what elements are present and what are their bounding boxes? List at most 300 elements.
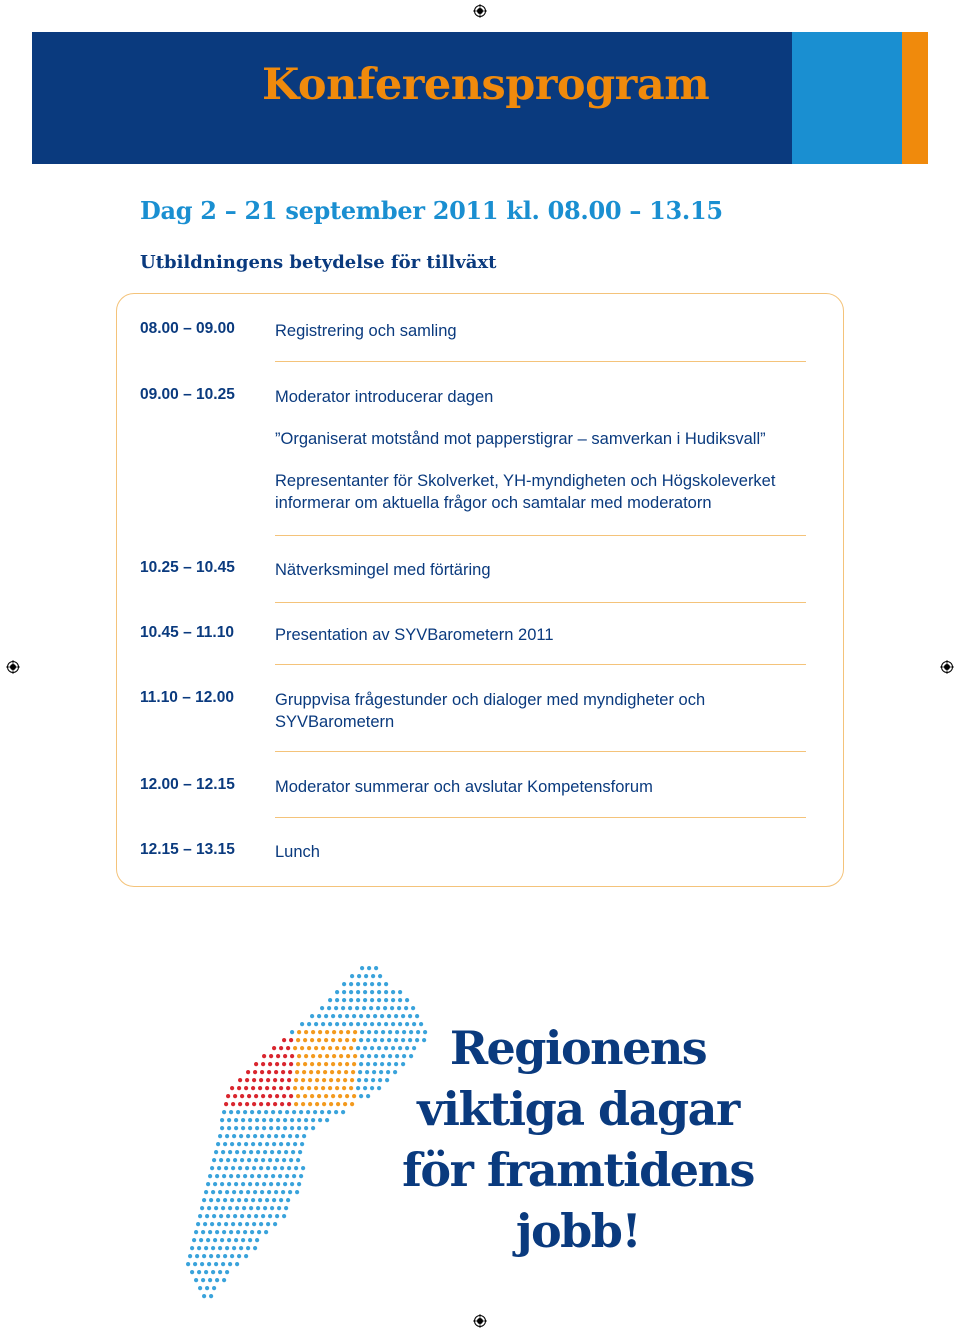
map-dot: [219, 1158, 223, 1162]
map-dot: [377, 990, 381, 994]
map-dot: [194, 1278, 198, 1282]
map-dot: [378, 974, 382, 978]
map-dot: [203, 1222, 207, 1226]
map-dot: [254, 1094, 258, 1098]
map-dot: [360, 1030, 364, 1034]
map-dot: [252, 1102, 256, 1106]
map-dot: [209, 1254, 213, 1258]
map-dot: [232, 1190, 236, 1194]
map-dot: [377, 998, 381, 1002]
map-dot: [295, 1070, 299, 1074]
map-dot: [331, 1094, 335, 1098]
map-dot: [250, 1174, 254, 1178]
map-dot: [239, 1246, 243, 1250]
map-dot: [196, 1222, 200, 1226]
map-dot: [273, 1222, 277, 1226]
map-dot: [235, 1150, 239, 1154]
map-dot: [281, 1070, 285, 1074]
map-dot: [345, 1062, 349, 1066]
map-dot: [391, 990, 395, 994]
map-dot: [322, 1078, 326, 1082]
map-dot: [257, 1174, 261, 1178]
slogan-line: jobb!: [515, 1204, 641, 1258]
map-dot: [352, 1062, 356, 1066]
map-dot: [281, 1134, 285, 1138]
map-dot: [304, 1126, 308, 1130]
map-dot: [352, 1014, 356, 1018]
map-dot: [220, 1182, 224, 1186]
map-dot: [294, 1078, 298, 1082]
program-time: 09.00 – 10.25: [140, 386, 235, 403]
map-dot: [358, 1070, 362, 1074]
map-dot: [255, 1182, 259, 1186]
map-dot: [349, 990, 353, 994]
map-dot: [374, 1054, 378, 1058]
map-dot: [284, 1150, 288, 1154]
map-dot: [270, 1206, 274, 1210]
map-dot: [233, 1094, 237, 1098]
map-dot: [359, 1062, 363, 1066]
map-dot: [199, 1238, 203, 1242]
map-dot: [243, 1174, 247, 1178]
map-dot: [364, 1078, 368, 1082]
map-dot: [218, 1246, 222, 1250]
map-dot: [351, 1070, 355, 1074]
map-dot: [190, 1270, 194, 1274]
map-dot: [371, 1078, 375, 1082]
map-dot: [213, 1238, 217, 1242]
map-dot: [393, 1070, 397, 1074]
map-dot: [244, 1086, 248, 1090]
map-dot: [383, 1006, 387, 1010]
map-dot: [285, 1174, 289, 1178]
map-dot: [302, 1134, 306, 1138]
map-dot: [339, 1054, 343, 1058]
map-dot: [287, 1166, 291, 1170]
map-dot: [279, 1046, 283, 1050]
map-dot: [395, 1030, 399, 1034]
map-dot: [272, 1046, 276, 1050]
program-time: 12.15 – 13.15: [140, 841, 235, 858]
map-dot: [246, 1134, 250, 1138]
map-dot: [225, 1246, 229, 1250]
map-dot: [297, 1182, 301, 1186]
map-dot: [283, 1182, 287, 1186]
map-dot: [378, 1078, 382, 1082]
map-dot: [348, 1006, 352, 1010]
map-dot: [244, 1254, 248, 1258]
map-dot: [227, 1126, 231, 1130]
map-dot: [323, 1070, 327, 1074]
map-dot: [279, 1198, 283, 1202]
map-dot: [377, 1022, 381, 1026]
map-dot: [306, 1110, 310, 1114]
theme-heading: Utbildningens betydelse för tillväxt: [140, 252, 497, 273]
map-dot: [300, 1022, 304, 1026]
map-dot: [244, 1198, 248, 1202]
map-dot: [294, 1166, 298, 1170]
map-dot: [206, 1182, 210, 1186]
map-dot: [282, 1038, 286, 1042]
map-dot: [363, 990, 367, 994]
map-dot: [270, 1150, 274, 1154]
map-dot: [243, 1110, 247, 1114]
map-dot: [205, 1286, 209, 1290]
map-dot: [384, 998, 388, 1002]
map-dot: [214, 1206, 218, 1210]
map-dot: [271, 1174, 275, 1178]
map-dot: [345, 1014, 349, 1018]
map-dot: [370, 990, 374, 994]
map-dot: [252, 1078, 256, 1082]
map-dot: [330, 1070, 334, 1074]
map-dot: [249, 1206, 253, 1210]
map-dot: [405, 998, 409, 1002]
map-dot: [404, 1006, 408, 1010]
map-dot: [411, 1006, 415, 1010]
map-dot: [380, 1014, 384, 1018]
map-dot: [300, 1046, 304, 1050]
map-dot: [261, 1094, 265, 1098]
map-dot: [299, 1110, 303, 1114]
map-dot: [255, 1238, 259, 1242]
map-dot: [218, 1134, 222, 1138]
map-dot: [357, 1078, 361, 1082]
map-dot: [386, 1070, 390, 1074]
map-dot: [391, 1022, 395, 1026]
map-dot: [342, 1086, 346, 1090]
slogan-line: viktiga dagar: [417, 1082, 739, 1136]
map-dot: [241, 1126, 245, 1130]
map-dot: [247, 1214, 251, 1218]
map-dot: [314, 1086, 318, 1090]
registration-mark-icon: [473, 1314, 487, 1328]
map-dot: [335, 998, 339, 1002]
map-dot: [220, 1118, 224, 1122]
map-dot: [267, 1070, 271, 1074]
map-dot: [214, 1262, 218, 1266]
map-dot: [284, 1206, 288, 1210]
map-dot: [205, 1214, 209, 1218]
map-dot: [208, 1174, 212, 1178]
map-dot: [300, 1086, 304, 1090]
map-dot: [204, 1190, 208, 1194]
program-line: Registrering och samling: [275, 322, 457, 340]
map-dot: [370, 1022, 374, 1026]
program-line: Lunch: [275, 843, 320, 861]
map-dot: [236, 1230, 240, 1234]
map-dot: [388, 1030, 392, 1034]
map-dot: [298, 1150, 302, 1154]
map-dot: [336, 1102, 340, 1106]
map-dot: [283, 1054, 287, 1058]
map-dot: [350, 1078, 354, 1082]
map-dot: [297, 1030, 301, 1034]
map-dot: [292, 1174, 296, 1178]
map-dot: [278, 1174, 282, 1178]
map-dot: [265, 1198, 269, 1202]
map-dot: [215, 1174, 219, 1178]
map-dot: [387, 1014, 391, 1018]
map-dot: [338, 1038, 342, 1042]
map-dot: [342, 990, 346, 994]
map-dot: [331, 1038, 335, 1042]
map-dot: [233, 1158, 237, 1162]
map-dot: [311, 1030, 315, 1034]
map-dot: [216, 1142, 220, 1146]
map-dot: [321, 1022, 325, 1026]
map-dot: [228, 1206, 232, 1210]
map-dot: [273, 1102, 277, 1106]
map-dot: [337, 1070, 341, 1074]
map-dot: [268, 1214, 272, 1218]
program-time: 12.00 – 12.15: [140, 776, 235, 793]
map-dot: [266, 1166, 270, 1170]
map-dot: [210, 1166, 214, 1170]
program-time: 08.00 – 09.00: [140, 320, 235, 337]
map-dot: [222, 1110, 226, 1114]
sweden-dot-map-icon: [150, 960, 440, 1305]
map-dot: [242, 1150, 246, 1154]
map-dot: [281, 1190, 285, 1194]
map-dot: [290, 1182, 294, 1186]
map-dot: [259, 1078, 263, 1082]
map-dot: [248, 1118, 252, 1122]
map-dot: [303, 1038, 307, 1042]
map-dot: [336, 1078, 340, 1082]
map-dot: [236, 1110, 240, 1114]
map-dot: [324, 1062, 328, 1066]
map-dot: [387, 1038, 391, 1042]
map-dot: [287, 1102, 291, 1106]
map-dot: [294, 1102, 298, 1106]
map-dot: [367, 1054, 371, 1058]
map-dot: [317, 1094, 321, 1098]
map-dot: [230, 1198, 234, 1202]
map-dot: [265, 1142, 269, 1146]
map-dot: [339, 1030, 343, 1034]
map-dot: [328, 1046, 332, 1050]
map-dot: [222, 1278, 226, 1282]
map-dot: [369, 1006, 373, 1010]
map-dot: [259, 1166, 263, 1170]
map-dot: [334, 1006, 338, 1010]
map-dot: [248, 1182, 252, 1186]
map-dot: [373, 1038, 377, 1042]
map-dot: [269, 1054, 273, 1058]
map-dot: [353, 1030, 357, 1034]
map-dot: [370, 982, 374, 986]
map-dot: [197, 1246, 201, 1250]
map-dot: [328, 998, 332, 1002]
map-dot: [261, 1214, 265, 1218]
map-dot: [291, 1150, 295, 1154]
map-dot: [300, 1142, 304, 1146]
map-dot: [352, 1094, 356, 1098]
map-dot: [316, 1070, 320, 1074]
map-dot: [221, 1206, 225, 1210]
map-dot: [280, 1166, 284, 1170]
map-dot: [363, 1046, 367, 1050]
map-dot: [346, 1054, 350, 1058]
map-dot: [366, 1094, 370, 1098]
map-dot: [379, 1070, 383, 1074]
slogan-line: Regionens: [449, 1021, 707, 1075]
map-dot: [308, 1078, 312, 1082]
map-dot: [390, 1006, 394, 1010]
map-dot: [246, 1246, 250, 1250]
program-line: Moderator summerar och avslutar Kompetensforum: [275, 778, 653, 796]
map-dot: [311, 1118, 315, 1122]
map-dot: [261, 1158, 265, 1162]
map-dot: [260, 1190, 264, 1194]
map-dot: [249, 1150, 253, 1154]
map-dot: [346, 1030, 350, 1034]
slogan: [400, 1018, 756, 1262]
map-dot: [296, 1094, 300, 1098]
map-dot: [275, 1158, 279, 1162]
program-description: [275, 841, 815, 883]
map-dot: [238, 1166, 242, 1170]
map-dot: [297, 1126, 301, 1130]
map-dot: [398, 998, 402, 1002]
map-dot: [357, 974, 361, 978]
map-dot: [276, 1118, 280, 1122]
map-dot: [230, 1142, 234, 1146]
map-dot: [254, 1158, 258, 1162]
map-dot: [321, 1046, 325, 1050]
map-dot: [288, 1070, 292, 1074]
map-dot: [221, 1150, 225, 1154]
map-dot: [349, 1086, 353, 1090]
map-dot: [377, 982, 381, 986]
map-dot: [353, 1054, 357, 1058]
map-dot: [277, 1206, 281, 1210]
map-dot: [363, 982, 367, 986]
map-dot: [276, 1182, 280, 1186]
map-dot: [301, 1102, 305, 1106]
map-dot: [230, 1254, 234, 1258]
map-dot: [307, 1086, 311, 1090]
map-dot: [366, 1038, 370, 1042]
map-dot: [272, 1142, 276, 1146]
map-dot: [322, 1102, 326, 1106]
map-dot: [359, 1038, 363, 1042]
map-dot: [246, 1070, 250, 1074]
map-dot: [301, 1166, 305, 1170]
map-dot: [248, 1126, 252, 1130]
map-dot: [311, 1054, 315, 1058]
map-dot: [320, 1006, 324, 1010]
map-dot: [301, 1078, 305, 1082]
map-dot: [286, 1046, 290, 1050]
map-dot: [307, 1046, 311, 1050]
map-dot: [230, 1086, 234, 1090]
map-dot: [260, 1134, 264, 1138]
map-dot: [237, 1086, 241, 1090]
map-dot: [271, 1110, 275, 1114]
map-dot: [251, 1198, 255, 1202]
map-dot: [380, 1038, 384, 1042]
map-dot: [227, 1182, 231, 1186]
map-dot: [387, 1062, 391, 1066]
map-dot: [197, 1270, 201, 1274]
map-dot: [239, 1190, 243, 1194]
program-time: 10.45 – 11.10: [140, 624, 234, 641]
map-dot: [241, 1238, 245, 1242]
map-dot: [356, 982, 360, 986]
map-dot: [394, 1014, 398, 1018]
map-dot: [220, 1238, 224, 1242]
map-dot: [356, 1086, 360, 1090]
map-dot: [376, 1006, 380, 1010]
map-dot: [394, 1038, 398, 1042]
map-dot: [343, 1078, 347, 1082]
map-dot: [388, 1054, 392, 1058]
map-dot: [236, 1174, 240, 1178]
map-dot: [211, 1190, 215, 1194]
map-dot: [228, 1150, 232, 1154]
map-dot: [262, 1182, 266, 1186]
map-dot: [334, 1110, 338, 1114]
map-dot: [200, 1206, 204, 1210]
map-dot: [207, 1262, 211, 1266]
map-dot: [324, 1014, 328, 1018]
map-dot: [269, 1118, 273, 1122]
map-dot: [341, 1110, 345, 1114]
map-dot: [313, 1110, 317, 1114]
map-dot: [282, 1062, 286, 1066]
map-dot: [217, 1222, 221, 1226]
map-dot: [297, 1118, 301, 1122]
map-dot: [331, 1014, 335, 1018]
map-dot: [239, 1134, 243, 1138]
map-dot: [381, 1054, 385, 1058]
map-dot: [345, 1038, 349, 1042]
map-dot: [290, 1054, 294, 1058]
map-dot: [373, 1062, 377, 1066]
map-dot: [224, 1166, 228, 1170]
map-dot: [255, 1126, 259, 1130]
map-dot: [238, 1078, 242, 1082]
map-dot: [274, 1134, 278, 1138]
map-dot: [257, 1110, 261, 1114]
map-dot: [290, 1118, 294, 1122]
map-dot: [259, 1102, 263, 1106]
map-dot: [381, 1030, 385, 1034]
map-dot: [289, 1094, 293, 1098]
map-dot: [342, 1046, 346, 1050]
map-dot: [272, 1198, 276, 1202]
map-dot: [227, 1238, 231, 1242]
map-dot: [241, 1182, 245, 1186]
map-dot: [266, 1102, 270, 1106]
map-dot: [327, 1006, 331, 1010]
map-dot: [222, 1174, 226, 1178]
map-dot: [377, 1046, 381, 1050]
slogan-line: för framtidens: [402, 1143, 754, 1197]
map-dot: [234, 1182, 238, 1186]
program-line: Gruppvisa frågestunder och dialoger med myndigheter och SYVBarometern: [275, 691, 706, 731]
page-title: Konferensprogram: [262, 60, 710, 110]
map-dot: [226, 1094, 230, 1098]
map-dot: [315, 1078, 319, 1082]
map-dot: [397, 1006, 401, 1010]
map-dot: [224, 1102, 228, 1106]
map-dot: [269, 1126, 273, 1130]
map-dot: [342, 982, 346, 986]
map-dot: [394, 1062, 398, 1066]
